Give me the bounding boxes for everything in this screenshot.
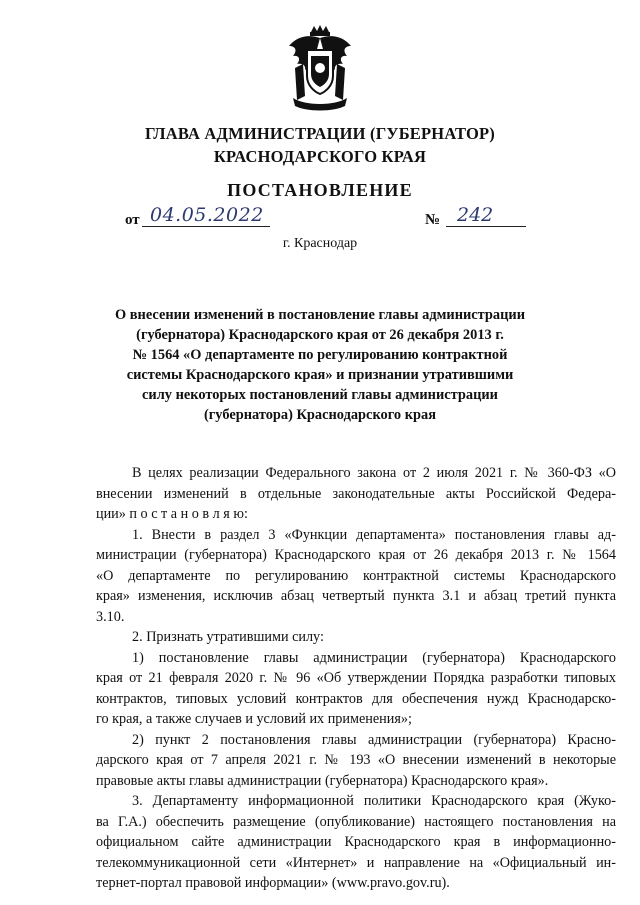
body-line: правовые акты главы администрации (губернатора) Краснодарского края». xyxy=(96,772,549,789)
body-line: 2. Признать утратившими силу: xyxy=(132,629,324,645)
coat-of-arms-emblem xyxy=(283,24,357,114)
authority-title-line2: КРАСНОДАРСКОГО КРАЯ xyxy=(213,147,427,166)
document-title xyxy=(90,305,550,425)
title-line: О внесении изменений в постановление главы администрации xyxy=(114,307,525,323)
authority-title-line1: ГЛАВА АДМИНИСТРАЦИИ (ГУБЕРНАТОР) xyxy=(145,124,495,143)
body-line: го края, а также случаев и условий их применения»; xyxy=(96,711,412,727)
date-label: от xyxy=(125,212,140,228)
title-line: силу некоторых постановлений главы администрации xyxy=(142,387,498,403)
body-line: 1) постановление главы администрации (губернатора) Краснодарского xyxy=(132,649,616,666)
body-line: тернет-портал правовой информации» (www.pravo.gov.ru). xyxy=(96,875,450,891)
body-line: 1. Внести в раздел 3 «Функции департамента» постановления главы ад- xyxy=(132,526,616,543)
body-line: ва Г.А.) обеспечить размещение (опубликование) настоящего постановления на xyxy=(96,813,616,830)
body-line: дарского края от 7 апреля 2021 г. № 193 «О внесении изменений в некоторые xyxy=(96,752,616,768)
body-line: В целях реализации Федерального закона от 2 июля 2021 г. № 360-ФЗ «О xyxy=(132,465,616,481)
body-line: ции» п о с т а н о в л я ю: xyxy=(96,506,248,522)
title-line: системы Краснодарского края» и признании утратившими xyxy=(126,367,514,383)
body-line: телекоммуникационной сети «Интернет» и направление на «Официальный ин- xyxy=(96,854,616,871)
body-line: края от 21 февраля 2020 г. № 96 «Об утверждении Порядка разработки типовых xyxy=(96,670,616,686)
body-line: 2) пункт 2 постановления главы администрации (губернатора) Красно- xyxy=(132,731,616,748)
title-line: № 1564 «О департаменте по регулированию контрактной xyxy=(132,347,508,363)
body-line: внесении изменений в отдельные законодательные акты Российской Федера- xyxy=(96,485,616,502)
title-line: (губернатора) Краснодарского края от 26 декабря 2013 г. xyxy=(136,327,504,343)
document-body xyxy=(96,463,616,894)
document-date: 04.05.2022 xyxy=(150,204,264,226)
number-underline xyxy=(446,226,526,227)
body-line: 3. Департаменту информационной политики Краснодарского края (Жуко- xyxy=(132,793,616,809)
body-line: 3.10. xyxy=(96,608,125,625)
body-line: «О департаменте по регулированию контрактной системы Краснодарского xyxy=(96,567,616,584)
body-line: контрактов, типовых условий контрактов для обеспечения нужд Краснодарско- xyxy=(96,690,616,707)
document-type: ПОСТАНОВЛЕНИЕ xyxy=(227,180,413,200)
number-label: № xyxy=(425,212,441,228)
body-line: министрации (губернатора) Краснодарского края от 26 декабря 2013 г. № 1564 xyxy=(96,547,616,563)
body-line: края» изменения, исключив абзац четвертый пункта 3.1 и абзац третий пункта xyxy=(96,588,616,604)
date-underline xyxy=(142,226,270,227)
title-line: (губернатора) Краснодарского края xyxy=(203,407,436,423)
document-number: 242 xyxy=(457,204,494,226)
city: г. Краснодар xyxy=(282,236,358,251)
body-line: официальном сайте администрации Краснодарского края в информационно- xyxy=(96,834,616,850)
